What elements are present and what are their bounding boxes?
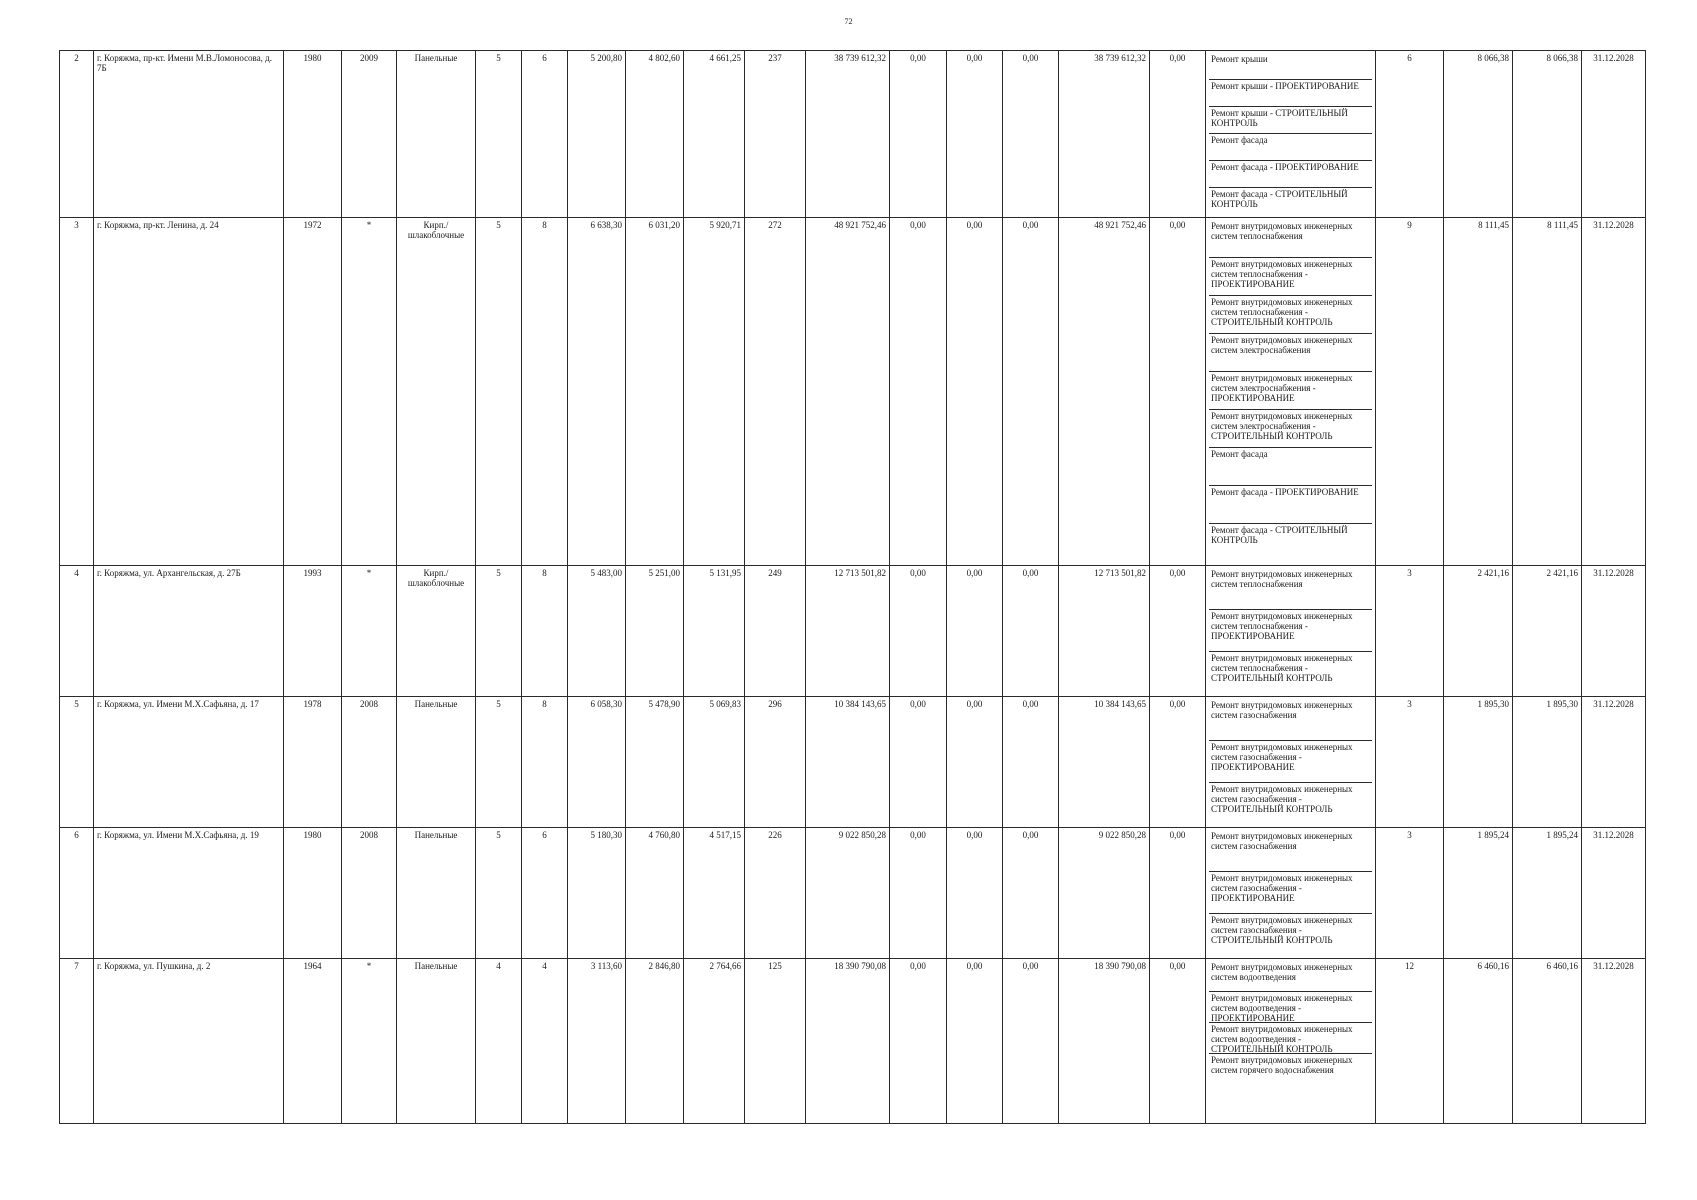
- cell-fund-owners: 10 384 143,65: [1059, 697, 1150, 828]
- cell-num: 2: [60, 51, 94, 218]
- cell-year-built: 1964: [284, 959, 342, 1124]
- work-item: Ремонт внутридомовых инженерных систем теплоснабжения - СТРОИТЕЛЬНЫЙ КОНТРОЛЬ: [1211, 653, 1353, 683]
- cell-residents: 296: [745, 697, 806, 828]
- work-item: Ремонт внутридомовых инженерных систем газоснабжения - ПРОЕКТИРОВАНИЕ: [1209, 741, 1372, 783]
- cell-address: г. Коряжма, пр-кт. Ленина, д. 24: [94, 218, 284, 566]
- cell-area-res: 4 661,25: [684, 51, 745, 218]
- cell-fund1: 0,00: [890, 566, 947, 697]
- work-item: Ремонт внутридомовых инженерных систем газоснабжения - ПРОЕКТИРОВАНИЕ: [1209, 872, 1372, 914]
- cell-address: г. Коряжма, ул. Архангельская, д. 27Б: [94, 566, 284, 697]
- work-item: Ремонт крыши - ПРОЕКТИРОВАНИЕ: [1209, 80, 1372, 107]
- cell-unit-cost: 6 460,16: [1444, 959, 1513, 1124]
- page-number: 72: [844, 17, 853, 26]
- cell-area-total: 6 638,30: [568, 218, 626, 566]
- work-item: Ремонт фасада - СТРОИТЕЛЬНЫЙ КОНТРОЛЬ: [1211, 189, 1348, 209]
- cell-residents: 125: [745, 959, 806, 1124]
- cell-fund-other: 0,00: [1150, 697, 1206, 828]
- cell-work-count: 6: [1376, 51, 1444, 218]
- cell-area-res: 5 069,83: [684, 697, 745, 828]
- cell-fund1: 0,00: [890, 959, 947, 1124]
- cell-work-count: 3: [1376, 697, 1444, 828]
- cell-wall: Панельные: [397, 697, 476, 828]
- work-item: Ремонт крыши: [1209, 53, 1372, 80]
- cell-deadline: 31.12.2028: [1582, 218, 1646, 566]
- work-item: Ремонт фасада - СТРОИТЕЛЬНЫЙ КОНТРОЛЬ: [1211, 525, 1348, 545]
- cell-entrances: 4: [522, 959, 568, 1124]
- cell-area-res: 5 131,95: [684, 566, 745, 697]
- works-cell: [1206, 828, 1376, 959]
- cell-unit-cost: 8 066,38: [1444, 51, 1513, 218]
- cell-year-built: 1993: [284, 566, 342, 697]
- cell-area-res: 4 517,15: [684, 828, 745, 959]
- work-item: Ремонт внутридомовых инженерных систем теплоснабжения - ПРОЕКТИРОВАНИЕ: [1209, 258, 1372, 296]
- cell-wall: Панельные: [397, 828, 476, 959]
- cell-unit-cost: 1 895,30: [1444, 697, 1513, 828]
- cell-fund1: 0,00: [890, 697, 947, 828]
- cell-fund2: 0,00: [947, 959, 1003, 1124]
- cell-num: 7: [60, 959, 94, 1124]
- cell-residents: 237: [745, 51, 806, 218]
- cell-fund-owners: 38 739 612,32: [1059, 51, 1150, 218]
- work-item: Ремонт фасада - ПРОЕКТИРОВАНИЕ: [1209, 486, 1372, 524]
- cell-work-count: 3: [1376, 828, 1444, 959]
- cell-area-living: 6 031,20: [626, 218, 684, 566]
- work-item: Ремонт внутридомовых инженерных систем горячего водоснабжения: [1211, 1055, 1353, 1075]
- cell-residents: 226: [745, 828, 806, 959]
- work-item: Ремонт фасада - ПРОЕКТИРОВАНИЕ: [1209, 161, 1372, 188]
- work-item: Ремонт крыши - СТРОИТЕЛЬНЫЙ КОНТРОЛЬ: [1209, 107, 1372, 134]
- cell-wall: Панельные: [397, 959, 476, 1124]
- cell-entrances: 8: [522, 697, 568, 828]
- cell-cost-total: 18 390 790,08: [806, 959, 890, 1124]
- cell-floors: 5: [476, 51, 522, 218]
- cell-residents: 272: [745, 218, 806, 566]
- work-item: Ремонт внутридомовых инженерных систем теплоснабжения: [1209, 220, 1372, 258]
- work-item: Ремонт внутридомовых инженерных систем водоотведения - ПРОЕКТИРОВАНИЕ: [1209, 992, 1372, 1023]
- cell-deadline: 31.12.2028: [1582, 828, 1646, 959]
- cell-unit-limit: 8 111,45: [1513, 218, 1582, 566]
- cell-area-total: 5 483,00: [568, 566, 626, 697]
- cell-fund1: 0,00: [890, 218, 947, 566]
- cell-fund1: 0,00: [890, 828, 947, 959]
- cell-fund2: 0,00: [947, 566, 1003, 697]
- work-item: Ремонт внутридомовых инженерных систем теплоснабжения: [1209, 568, 1372, 610]
- cell-area-living: 5 251,00: [626, 566, 684, 697]
- cell-unit-limit: 2 421,16: [1513, 566, 1582, 697]
- cell-fund-owners: 12 713 501,82: [1059, 566, 1150, 697]
- cell-area-res: 2 764,66: [684, 959, 745, 1124]
- cell-fund-owners: 18 390 790,08: [1059, 959, 1150, 1124]
- cell-area-total: 5 200,80: [568, 51, 626, 218]
- work-item: Ремонт фасада: [1209, 448, 1372, 486]
- work-item: Ремонт внутридомовых инженерных систем электроснабжения - ПРОЕКТИРОВАНИЕ: [1209, 372, 1372, 410]
- cell-area-living: 4 760,80: [626, 828, 684, 959]
- work-item: Ремонт фасада: [1209, 134, 1372, 161]
- table-row: [60, 828, 1646, 959]
- works-cell: [1206, 697, 1376, 828]
- cell-work-count: 12: [1376, 959, 1444, 1124]
- cell-work-count: 9: [1376, 218, 1444, 566]
- cell-year-renov: *: [342, 218, 397, 566]
- cell-entrances: 6: [522, 828, 568, 959]
- cell-deadline: 31.12.2028: [1582, 566, 1646, 697]
- cell-cost-total: 48 921 752,46: [806, 218, 890, 566]
- cell-floors: 5: [476, 697, 522, 828]
- cell-entrances: 8: [522, 218, 568, 566]
- cell-wall: Кирп./ шлакоблочные: [397, 566, 476, 697]
- cell-fund3: 0,00: [1003, 828, 1059, 959]
- cell-unit-limit: 1 895,24: [1513, 828, 1582, 959]
- cell-entrances: 8: [522, 566, 568, 697]
- cell-address: г. Коряжма, ул. Имени М.Х.Сафьяна, д. 19: [94, 828, 284, 959]
- work-item: Ремонт внутридомовых инженерных систем водоотведения - СТРОИТЕЛЬНЫЙ КОНТРОЛЬ: [1209, 1023, 1372, 1054]
- cell-fund3: 0,00: [1003, 697, 1059, 828]
- cell-wall: Панельные: [397, 51, 476, 218]
- work-item: Ремонт внутридомовых инженерных систем газоснабжения: [1209, 699, 1372, 741]
- cell-cost-total: 12 713 501,82: [806, 566, 890, 697]
- cell-area-living: 4 802,60: [626, 51, 684, 218]
- cell-year-built: 1980: [284, 51, 342, 218]
- cell-fund-owners: 48 921 752,46: [1059, 218, 1150, 566]
- work-item: Ремонт внутридомовых инженерных систем газоснабжения - СТРОИТЕЛЬНЫЙ КОНТРОЛЬ: [1211, 784, 1353, 814]
- cell-address: г. Коряжма, пр-кт. Имени М.В.Ломоносова, д. 7Б: [94, 51, 284, 218]
- works-cell: [1206, 959, 1376, 1124]
- cell-unit-limit: 8 066,38: [1513, 51, 1582, 218]
- table-row: [60, 566, 1646, 697]
- cell-fund-other: 0,00: [1150, 959, 1206, 1124]
- cell-fund-other: 0,00: [1150, 828, 1206, 959]
- cell-fund1: 0,00: [890, 51, 947, 218]
- table-row: [60, 959, 1646, 1124]
- cell-fund-other: 0,00: [1150, 566, 1206, 697]
- cell-unit-limit: 6 460,16: [1513, 959, 1582, 1124]
- cell-cost-total: 38 739 612,32: [806, 51, 890, 218]
- cell-address: г. Коряжма, ул. Имени М.Х.Сафьяна, д. 17: [94, 697, 284, 828]
- cell-num: 3: [60, 218, 94, 566]
- cell-unit-cost: 1 895,24: [1444, 828, 1513, 959]
- work-item: Ремонт внутридомовых инженерных систем газоснабжения: [1209, 830, 1372, 872]
- cell-floors: 5: [476, 218, 522, 566]
- cell-year-built: 1978: [284, 697, 342, 828]
- cell-work-count: 3: [1376, 566, 1444, 697]
- cell-fund-owners: 9 022 850,28: [1059, 828, 1150, 959]
- cell-deadline: 31.12.2028: [1582, 51, 1646, 218]
- cell-unit-limit: 1 895,30: [1513, 697, 1582, 828]
- cell-area-res: 5 920,71: [684, 218, 745, 566]
- table-row: [60, 697, 1646, 828]
- table-row: [60, 51, 1646, 218]
- cell-year-renov: 2008: [342, 697, 397, 828]
- cell-area-total: 6 058,30: [568, 697, 626, 828]
- cell-wall: Кирп./ шлакоблочные: [397, 218, 476, 566]
- cell-area-total: 3 113,60: [568, 959, 626, 1124]
- cell-year-built: 1980: [284, 828, 342, 959]
- cell-cost-total: 10 384 143,65: [806, 697, 890, 828]
- cell-fund3: 0,00: [1003, 51, 1059, 218]
- cell-address: г. Коряжма, ул. Пушкина, д. 2: [94, 959, 284, 1124]
- cell-floors: 5: [476, 566, 522, 697]
- cell-cost-total: 9 022 850,28: [806, 828, 890, 959]
- works-cell: [1206, 218, 1376, 566]
- cell-year-renov: 2009: [342, 51, 397, 218]
- cell-area-living: 5 478,90: [626, 697, 684, 828]
- cell-floors: 4: [476, 959, 522, 1124]
- cell-area-total: 5 180,30: [568, 828, 626, 959]
- cell-year-renov: 2008: [342, 828, 397, 959]
- capital-repair-table: [59, 50, 1646, 1124]
- work-item: Ремонт внутридомовых инженерных систем электроснабжения - СТРОИТЕЛЬНЫЙ КОНТРОЛЬ: [1209, 410, 1372, 448]
- cell-num: 5: [60, 697, 94, 828]
- cell-fund2: 0,00: [947, 218, 1003, 566]
- cell-year-renov: *: [342, 959, 397, 1124]
- work-item: Ремонт внутридомовых инженерных систем электроснабжения: [1209, 334, 1372, 372]
- cell-fund3: 0,00: [1003, 218, 1059, 566]
- cell-entrances: 6: [522, 51, 568, 218]
- cell-fund-other: 0,00: [1150, 51, 1206, 218]
- cell-deadline: 31.12.2028: [1582, 697, 1646, 828]
- cell-area-living: 2 846,80: [626, 959, 684, 1124]
- works-cell: [1206, 566, 1376, 697]
- cell-fund2: 0,00: [947, 828, 1003, 959]
- cell-year-built: 1972: [284, 218, 342, 566]
- cell-fund3: 0,00: [1003, 959, 1059, 1124]
- cell-num: 4: [60, 566, 94, 697]
- work-item: Ремонт внутридомовых инженерных систем водоотведения: [1209, 961, 1372, 992]
- cell-num: 6: [60, 828, 94, 959]
- cell-fund-other: 0,00: [1150, 218, 1206, 566]
- cell-deadline: 31.12.2028: [1582, 959, 1646, 1124]
- work-item: Ремонт внутридомовых инженерных систем теплоснабжения - ПРОЕКТИРОВАНИЕ: [1209, 610, 1372, 652]
- work-item: Ремонт внутридомовых инженерных систем газоснабжения - СТРОИТЕЛЬНЫЙ КОНТРОЛЬ: [1211, 915, 1353, 945]
- cell-unit-cost: 8 111,45: [1444, 218, 1513, 566]
- cell-floors: 5: [476, 828, 522, 959]
- cell-unit-cost: 2 421,16: [1444, 566, 1513, 697]
- cell-residents: 249: [745, 566, 806, 697]
- work-item: Ремонт внутридомовых инженерных систем теплоснабжения - СТРОИТЕЛЬНЫЙ КОНТРОЛЬ: [1209, 296, 1372, 334]
- cell-fund2: 0,00: [947, 697, 1003, 828]
- cell-fund3: 0,00: [1003, 566, 1059, 697]
- table-row: [60, 218, 1646, 566]
- works-cell: [1206, 51, 1376, 218]
- cell-fund2: 0,00: [947, 51, 1003, 218]
- cell-year-renov: *: [342, 566, 397, 697]
